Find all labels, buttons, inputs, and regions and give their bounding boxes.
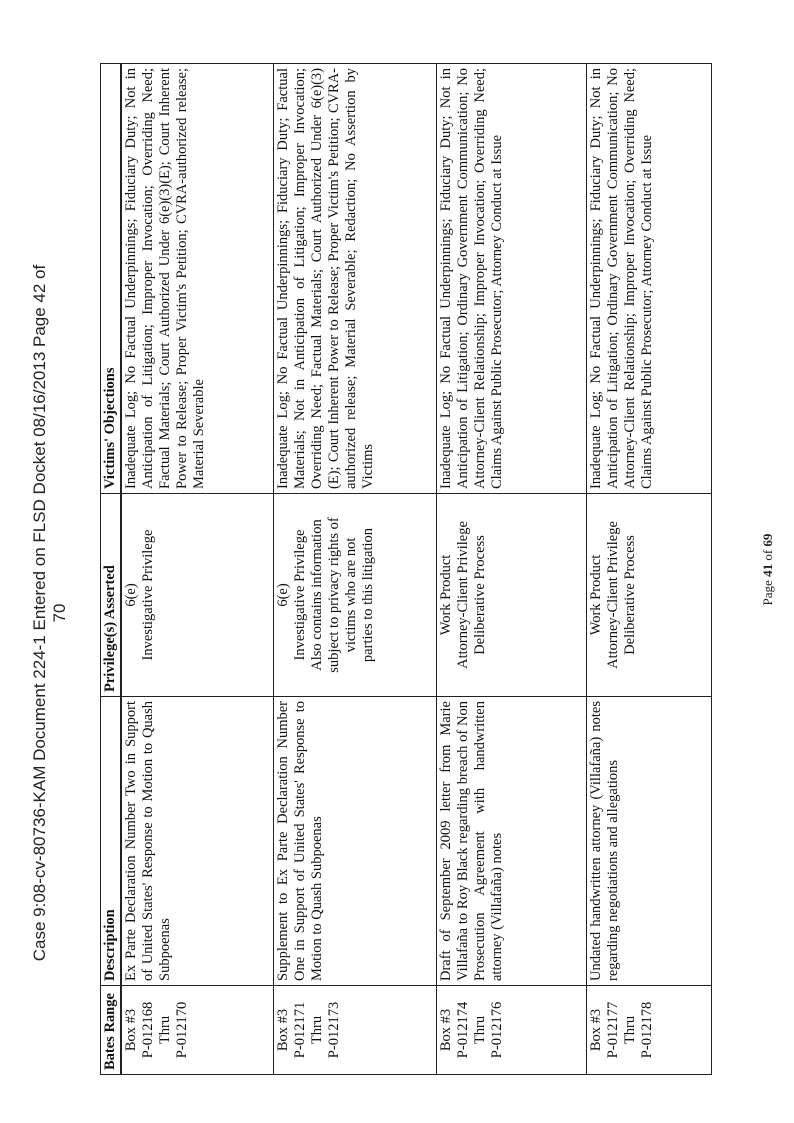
bates-line: P-012171 [291,1001,308,1059]
bates-range-cell [586,986,711,1075]
privilege-line: Deliberative Process [471,535,488,655]
bates-line: Box #3 [123,1008,139,1052]
bates-line: P-012178 [638,1001,655,1059]
privilege-cell [436,494,586,697]
description-cell: Ex Parte Declaration Number Two in Support of United States' Response to Motion to Quash Subpoenas [121,697,273,986]
case-header-line-2: 70 [50,603,69,623]
table-body [121,64,711,1075]
objections-cell: Inadequate Log; No Factual Underpinnings; Fiduciary Duty; Not in Anticipation of Litigation; Ordinary Government Communication; No Attorney-Client Relationship; Improper Invocation; Overriding Need; Claims Against Public Prosecutor; Attorney Conduct at Issue [586,64,711,494]
bates-range-cell [121,986,273,1075]
bates-line: Box #3 [274,1008,291,1052]
bates-line: P-012176 [488,1001,505,1059]
privilege-line: Work Product [437,554,454,636]
privilege-cell [121,494,273,697]
privilege-cell [586,494,711,697]
page-of: of [760,546,775,564]
bates-line: Thru [308,1015,325,1045]
case-header-line-1: Case 9:08-cv-80736-KAM Document 224-1 Entered on FLSD Docket 08/16/2013 Page 42 of [30,264,49,962]
table-header-row [101,64,122,1075]
table-row [273,64,436,1075]
objections-cell: Inadequate Log; No Factual Underpinnings; Fiduciary Duty; Not in Anticipation of Litigation; Ordinary Government Communication; No Attorney-Client Relationship; Improper Invocation; Overriding Need; Claims Against Public Prosecutor; Attorney Conduct at Issue [436,64,586,494]
objections-cell: Inadequate Log; No Factual Underpinnings; Fiduciary Duty; Factual Materials; Not in Anticipation of Litigation; Improper Invocation; Overriding Need; Factual Materials; Court Authorized Under 6(e)(3)(E); Court Inherent Power to Release; Proper Victim's Petition; CVRA-authorized release; Material Severable; Redaction; No Assertion by Victims [273,64,436,494]
bates-line: Thru [157,1015,173,1045]
privilege-line: 6(e) [274,583,291,607]
privilege-line: Also contains information [308,519,325,671]
privilege-line: Deliberative Process [621,535,638,655]
page-total: 69 [760,533,775,547]
bates-line: P-012168 [140,1001,156,1059]
bates-line: Box #3 [587,1008,604,1052]
page-label: Page [760,576,775,606]
bates-line: P-012170 [174,1001,190,1059]
bates-line: Box #3 [437,1008,454,1052]
privilege-line: 6(e) [123,583,139,607]
table-row [121,64,273,1075]
case-header [30,203,70,1023]
privilege-cell [273,494,436,697]
description-cell: Supplement to Ex Parte Declaration Number One in Support of United States' Response to Motion to Quash Subpoenas [273,697,436,986]
bates-line: P-012174 [454,1001,471,1059]
privilege-line: parties to this litigation [359,527,376,663]
privilege-line: Attorney-Client Privilege [454,521,471,669]
description-cell: Draft of September 2009 letter from Marie Villafaña to Roy Black regarding breach of Non Prosecution Agreement with handwritten attorney (Villafaña) notes [436,697,586,986]
objections-cell: Inadequate Log; No Factual Underpinnings; Fiduciary Duty; Not in Anticipation of Litigation; Improper Invocation; Overriding Need; Factual Materials; Court Authorized Under 6(e)(3)(E); Court Inherent Power to Release; Proper Victim's Petition; CVRA-authorized release; Material Severable [121,64,273,494]
privilege-line: Attorney-Client Privilege [604,521,621,669]
description-cell: Undated handwritten attorney (Villafaña) notes regarding negotiations and allegations [586,697,711,986]
page-footer [760,64,776,1075]
privilege-line: subject to privacy rights of [325,517,342,673]
bates-range-cell [436,986,586,1075]
bates-range-cell [273,986,436,1075]
bates-line: P-012173 [325,1001,342,1059]
column-header-privilege: Privilege(s) Asserted [101,494,122,697]
privilege-line: Investigative Privilege [140,529,156,661]
column-header-description: Description [101,697,122,986]
page-current: 41 [760,563,775,577]
bates-line: Thru [471,1015,488,1045]
privilege-line: Work Product [587,554,604,636]
privilege-log-table [100,63,712,1075]
privilege-line: Investigative Privilege [291,529,308,661]
table-row [436,64,586,1075]
table-row [586,64,711,1075]
privilege-line: victims who are not [342,537,359,653]
column-header-objections: Victims' Objections [101,64,122,494]
column-header-bates: Bates Range [101,986,122,1075]
bates-line: P-012177 [604,1001,621,1059]
bates-line: Thru [621,1015,638,1045]
